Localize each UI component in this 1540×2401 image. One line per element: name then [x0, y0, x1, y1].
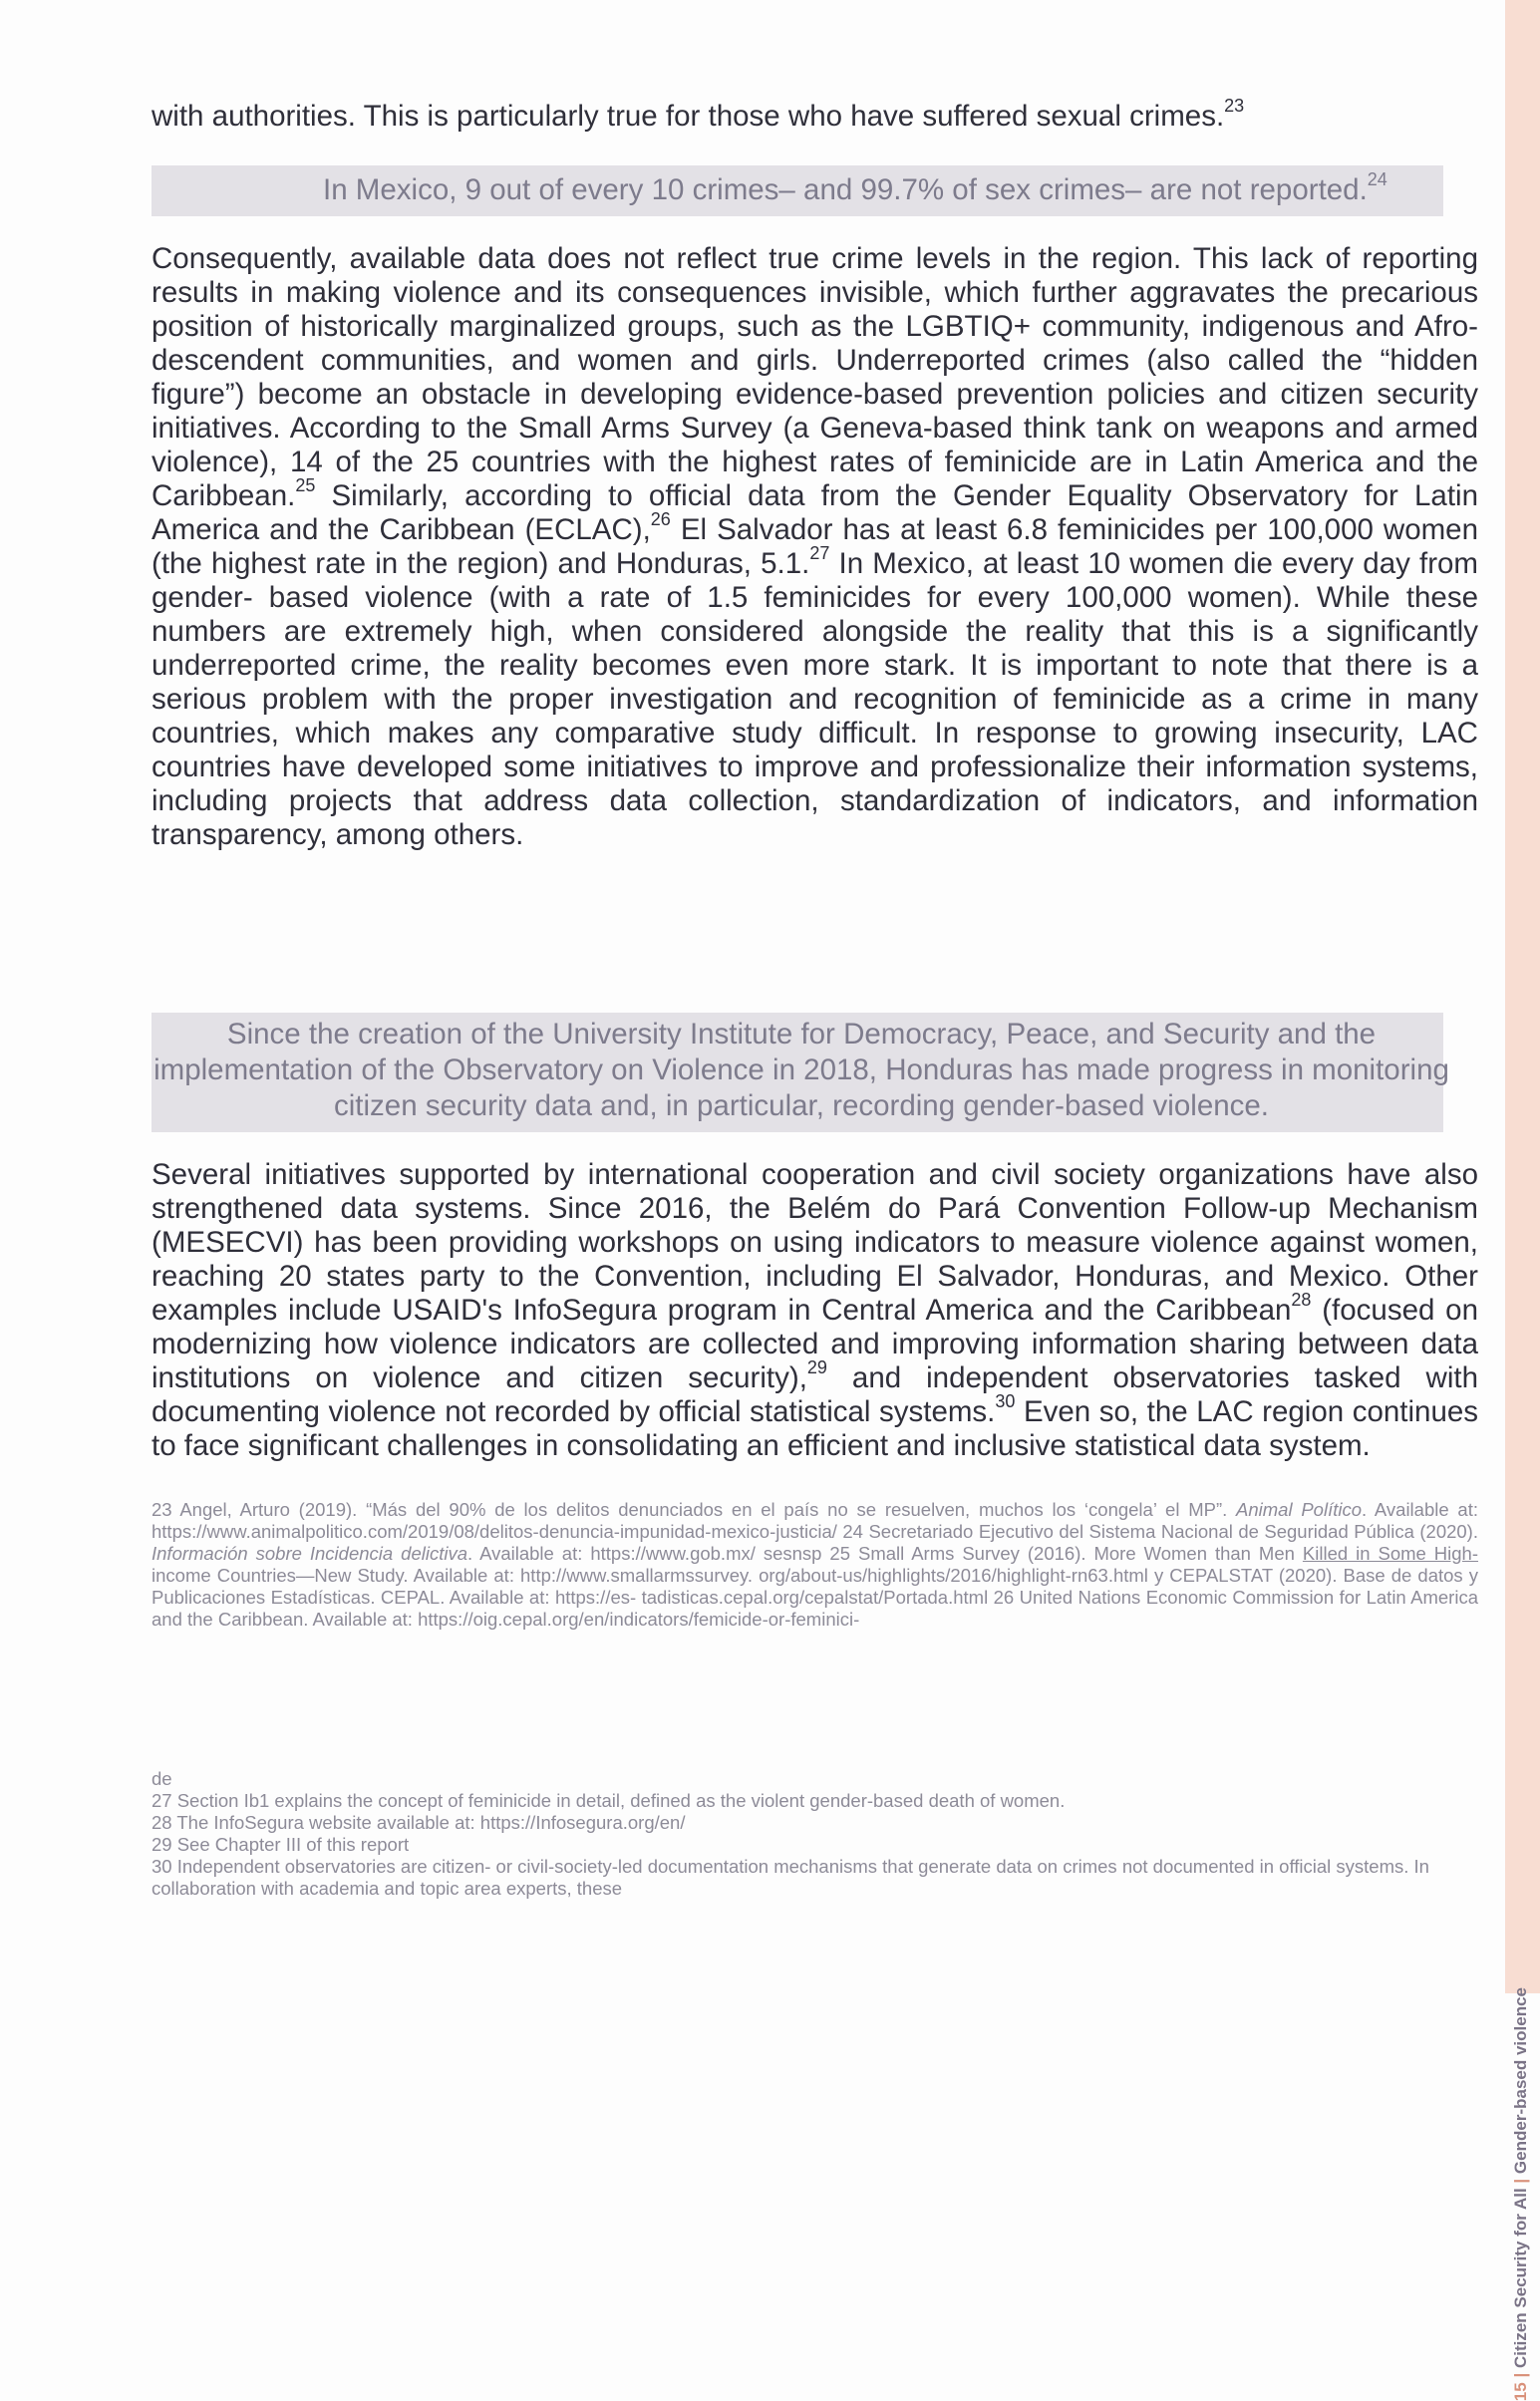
- footnote-ref-25[interactable]: 25: [295, 475, 316, 495]
- footnote-ref-23[interactable]: 23: [1224, 96, 1245, 116]
- footnote-28: 28 The InfoSegura website available at: https://Infosegura.org/en/: [152, 1812, 686, 1833]
- paragraph-underreporting: Consequently, available data does not reflect true crime levels in the region. This lack of reporting results in making violence and its consequences invisible, which further aggravates the precarious position of historically marginalized groups, such as the LGBTIQ+ community, indigenous and Afro-descendent communities, and women and girls. Underreported crimes (also called the “hidden figure”) become an obstacle in developing evidence-based prevention policies and citizen security initiatives. According to the Small Arms Survey (a Geneva-based think tank on weapons and armed violence), 14 of the 25 countries with the highest rates of feminicide are in Latin America and the Caribbean.$^{25}$ Similarly, according to official data from the Gender Equality Observatory for Latin America and the Caribbean (ECLAC),$^{26}$ El Salvador has at least 6.8 feminicides per 100,000 women (the highest rate in the region) and Honduras, 5.1.27 In Mexico, at least 10 women die every day from gender- based violence (with a rate of 1.5 feminicides for every 100,000 women). While these numbers are extremely high, when considered alongside the reality that this is a significantly underreported crime, the reality becomes even more stark. It is important to note that there is a serious problem with the proper investigation and recognition of feminicide as a crime in many countries, which makes any comparative study difficult. In response to growing insecurity, LAC countries have developed some initiatives to improve and professionalize their information systems, including projects that address data collection, standardization of indicators, and information transparency, among others.: [152, 242, 1479, 851]
- page-sidebar: [1505, 0, 1540, 2401]
- pull-quote-honduras: Since the creation of the University Institute for Democracy, Peace, and Security and the implementation of the Observatory on Violence in 2018, Honduras has made progress in monitoring citizen security data and, in particular, recording gender-based violence.: [152, 1013, 1443, 1132]
- page-number: 15: [1511, 2382, 1530, 2401]
- footnote-27: 27 Section Ib1 explains the concept of feminicide in detail, defined as the violent gender-based death of women.: [152, 1790, 1066, 1811]
- footnote-ref-24[interactable]: 24: [1367, 169, 1387, 189]
- footnote-continuation: de: [152, 1768, 172, 1789]
- footnote-29: 29 See Chapter III of this report: [152, 1834, 410, 1855]
- footnote-ref-29[interactable]: 29: [806, 1357, 827, 1377]
- footnote-30: 30 Independent observatories are citizen- or civil-society-led documentation mechanisms that generate data on crimes not documented in official systems. In collaboration with academia and topic area experts, these: [152, 1856, 1429, 1899]
- pull-quote-mexico: In Mexico, 9 out of every 10 crimes– and 99.7% of sex crimes– are not reported.$^{24}$: [152, 165, 1443, 216]
- report-title: Citizen Security for All: [1511, 2188, 1530, 2369]
- footnotes-list: [152, 1768, 1478, 1900]
- paragraph-initiatives: Several initiatives supported by international cooperation and civil society organizations have also strengthened data systems. Since 2016, the Belém do Pará Convention Follow-up Mechanism (MESECVI) has been providing workshops on using indicators to measure violence against women, reaching 20 states party to the Convention, including El Salvador, Honduras, and Mexico. Other examples include USAID's InfoSegura program in Central America and the Caribbean$^{28}$ (focused on modernizing how violence indicators are collected and improving information sharing between data institutions on violence and citizen security),$^{29}$ and independent observatories tasked with documenting violence not recorded by official statistical systems.$^{30}$ Even so, the LAC region continues to face significant challenges in consolidating an efficient and inclusive statistical data system.: [152, 1158, 1479, 1462]
- running-footer: [1511, 1987, 1531, 2401]
- separator: |: [1511, 2178, 1530, 2184]
- footnote-ref-30[interactable]: 30: [995, 1391, 1016, 1411]
- footnotes-block: 23 Angel, Arturo (2019). “Más del 90% de los delitos denunciados en el país no se resuelven, muchos los ‘congela’ el MP”. Animal Político. Available at: https://www.animalpolitico.com/2019/08/delitos-denuncia-impunidad-mexico-justicia/ 24 Secretariado Ejecutivo del Sistema Nacional de Seguridad Pública (2020). Información sobre Incidencia delictiva. Available at: https://www.gob.mx/ sesnsp 25 Small Arms Survey (2016). More Women than Men Killed in Some High-income Countries—New Study. Available at: http://www.smallarmssurvey. org/about-us/highlights/2016/highlight-rn63.html y CEPALSTAT (2020). Base de datos y Publicaciones Estadísticas. CEPAL. Available at: https://es- tadisticas.cepal.org/cepalstat/Portada.html 26 United Nations Economic Commission for Latin America and the Caribbean. Available at: https://oig.cepal.org/en/indicators/femicide-or-feminici-: [152, 1499, 1479, 1630]
- section-title: Gender-based violence: [1511, 1987, 1530, 2175]
- footnote-ref-26[interactable]: 26: [650, 509, 671, 529]
- footnote-link[interactable]: Killed in Some High-: [1302, 1543, 1479, 1564]
- footnote-ref-28[interactable]: 28: [1291, 1290, 1312, 1310]
- separator: |: [1511, 2372, 1530, 2378]
- intro-line: with authorities. This is particularly true for those who have suffered sexual crimes.$^{23}$: [152, 96, 1245, 133]
- footnote-ref-27[interactable]: 27: [809, 543, 830, 563]
